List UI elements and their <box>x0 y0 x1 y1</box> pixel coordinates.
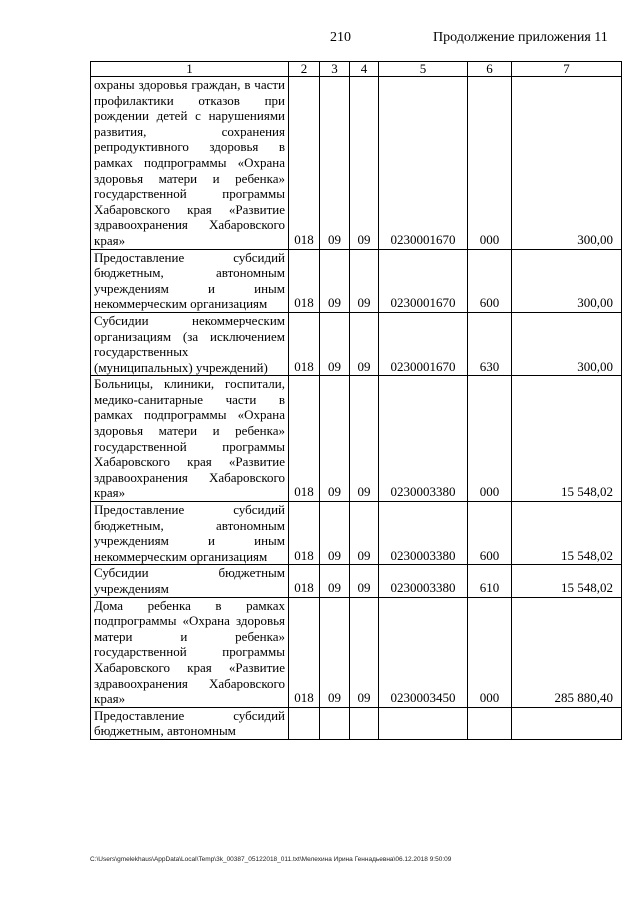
row-description: Субсидии бюджетным учреждениям <box>91 565 289 597</box>
cell-section: 09 <box>320 249 350 312</box>
cell-section: 09 <box>320 565 350 597</box>
row-description: Предоставление субсидий бюджетным, автономным учреждениям и иным некоммерческим организациям <box>91 502 289 565</box>
column-header-5: 5 <box>379 62 468 77</box>
budget-table <box>90 61 622 740</box>
row-description: Субсидии некоммерческим организациям (за исключением государственных (муниципальных) учреждений) <box>91 312 289 375</box>
table-row <box>91 77 622 250</box>
table-row <box>91 312 622 375</box>
cell-subsection: 09 <box>350 565 379 597</box>
cell-ministry-code: 018 <box>289 249 320 312</box>
cell-amount: 15 548,02 <box>512 565 622 597</box>
cell-ministry-code: 018 <box>289 502 320 565</box>
cell-subsection: 09 <box>350 77 379 250</box>
column-header-1: 1 <box>91 62 289 77</box>
cell-amount: 300,00 <box>512 249 622 312</box>
cell-target-article: 0230003380 <box>379 376 468 502</box>
cell-section <box>320 707 350 739</box>
cell-subsection: 09 <box>350 376 379 502</box>
cell-subsection <box>350 707 379 739</box>
cell-ministry-code: 018 <box>289 312 320 375</box>
cell-target-article: 0230003380 <box>379 565 468 597</box>
cell-subsection: 09 <box>350 249 379 312</box>
cell-expense-type: 630 <box>468 312 512 375</box>
cell-amount <box>512 707 622 739</box>
table-row <box>91 502 622 565</box>
cell-ministry-code: 018 <box>289 597 320 707</box>
cell-target-article: 0230001670 <box>379 312 468 375</box>
cell-section: 09 <box>320 597 350 707</box>
row-description: Больницы, клиники, госпитали, медико-санитарные части в рамках подпрограммы «Охрана здоровья матери и ребенка» государственной программы Хабаровского края «Развитие здравоохранения Хабаровского края» <box>91 376 289 502</box>
column-header-3: 3 <box>320 62 350 77</box>
column-header-6: 6 <box>468 62 512 77</box>
cell-expense-type: 610 <box>468 565 512 597</box>
cell-expense-type: 000 <box>468 376 512 502</box>
table-row <box>91 597 622 707</box>
cell-target-article: 0230003380 <box>379 502 468 565</box>
cell-section: 09 <box>320 502 350 565</box>
row-description: Предоставление субсидий бюджетным, автономным <box>91 707 289 739</box>
cell-section: 09 <box>320 376 350 502</box>
cell-subsection: 09 <box>350 597 379 707</box>
cell-ministry-code: 018 <box>289 565 320 597</box>
cell-section: 09 <box>320 312 350 375</box>
cell-ministry-code: 018 <box>289 376 320 502</box>
footer-file-path: C:\Users\gmelekhaus\AppData\Local\Temp\3k_00387_05122018_011.txt\Мелехина Ирина Геннадьевна\06.12.2018 9:50:09 <box>90 856 452 863</box>
cell-target-article: 0230001670 <box>379 249 468 312</box>
cell-expense-type: 600 <box>468 502 512 565</box>
cell-expense-type <box>468 707 512 739</box>
cell-amount: 300,00 <box>512 77 622 250</box>
row-description: Предоставление субсидий бюджетным, автономным учреждениям и иным некоммерческим организациям <box>91 249 289 312</box>
cell-target-article: 0230003450 <box>379 597 468 707</box>
page-number: 210 <box>330 30 351 45</box>
column-header-7: 7 <box>512 62 622 77</box>
cell-subsection: 09 <box>350 312 379 375</box>
column-header-4: 4 <box>350 62 379 77</box>
table-row <box>91 565 622 597</box>
cell-expense-type: 600 <box>468 249 512 312</box>
cell-subsection: 09 <box>350 502 379 565</box>
cell-expense-type: 000 <box>468 77 512 250</box>
row-description: охраны здоровья граждан, в части профилактики отказов при рождении детей с нарушениями развития, сохранения репродуктивного здоровья в рамках подпрограммы «Охрана здоровья матери и ребенка» государственной программы Хабаровского края «Развитие здравоохранения Хабаровского края» <box>91 77 289 250</box>
page-subtitle: Продолжение приложения 11 <box>433 30 608 45</box>
cell-ministry-code <box>289 707 320 739</box>
cell-amount: 285 880,40 <box>512 597 622 707</box>
cell-target-article: 0230001670 <box>379 77 468 250</box>
cell-amount: 15 548,02 <box>512 376 622 502</box>
table-row <box>91 249 622 312</box>
table-row <box>91 707 622 739</box>
cell-amount: 15 548,02 <box>512 502 622 565</box>
cell-amount: 300,00 <box>512 312 622 375</box>
column-number-row <box>91 62 622 77</box>
cell-target-article <box>379 707 468 739</box>
column-header-2: 2 <box>289 62 320 77</box>
cell-expense-type: 000 <box>468 597 512 707</box>
cell-ministry-code: 018 <box>289 77 320 250</box>
row-description: Дома ребенка в рамках подпрограммы «Охрана здоровья матери и ребенка» государственной программы Хабаровского края «Развитие здравоохранения Хабаровского края» <box>91 597 289 707</box>
cell-section: 09 <box>320 77 350 250</box>
table-row <box>91 376 622 502</box>
